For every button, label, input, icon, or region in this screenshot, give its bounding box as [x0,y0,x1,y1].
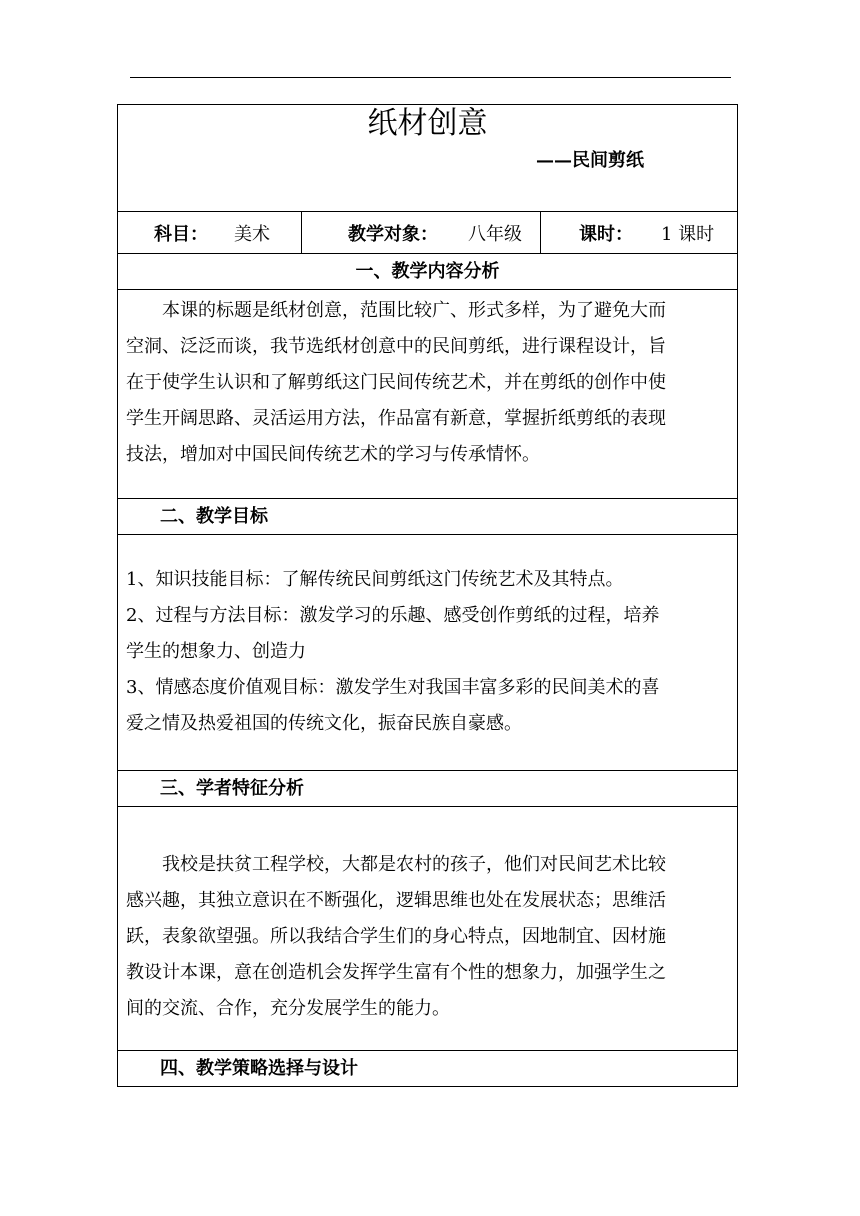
hours-value: 1 课时 [661,223,715,245]
body-line: 感兴趣，其独立意识在不断强化，逻辑思维也处在发展状态；思维活 [126,890,666,911]
subject-cell [118,212,301,253]
section-body-content-analysis [118,289,737,498]
lesson-meta-row [118,211,737,253]
document-title: 纸材创意 [367,106,488,141]
audience-cell [301,212,540,253]
page-header-rule [130,77,731,78]
title-block [118,105,737,211]
goal-line: 2、过程与方法目标：激发学习的乐趣、感受创作剪纸的过程，培养 [126,605,660,626]
body-line: 技法，增加对中国民间传统艺术的学习与传承情怀。 [126,444,540,465]
goal-line: 3、情感态度价值观目标：激发学生对我国丰富多彩的民间美术的喜 [126,677,660,698]
section-heading-teaching-goals: 二、教学目标 [118,498,737,534]
section-body-learner-analysis [118,806,737,1050]
audience-label: 教学对象： [348,223,438,245]
goal-line: 爱之情及热爱祖国的传统文化，振奋民族自豪感。 [126,713,522,734]
goal-line: 1、知识技能目标：了解传统民间剪纸这门传统艺术及其特点。 [126,569,624,590]
body-line: 跃，表象欲望强。所以我结合学生们的身心特点，因地制宜、因材施 [126,926,666,947]
body-line: 本课的标题是纸材创意，范围比较广、形式多样，为了避免大而 [162,300,666,321]
body-line: 间的交流、合作，充分发展学生的能力。 [126,998,450,1019]
subject-value: 美术 [234,223,270,245]
audience-value: 八年级 [468,223,522,245]
section-heading-learner-analysis: 三、学者特征分析 [118,770,737,806]
hours-cell [540,212,737,253]
section-heading-content-analysis: 一、教学内容分析 [118,253,737,289]
goal-line: 学生的想象力、创造力 [126,641,306,662]
body-line: 在于使学生认识和了解剪纸这门民间传统艺术，并在剪纸的创作中使 [126,372,666,393]
body-line: 学生开阔思路、灵活运用方法，作品富有新意，掌握折纸剪纸的表现 [126,408,666,429]
body-line: 教设计本课，意在创造机会发挥学生富有个性的想象力，加强学生之 [126,962,666,983]
document-subtitle: ——民间剪纸 [536,150,644,171]
body-line: 空洞、泛泛而谈，我节选纸材创意中的民间剪纸，进行课程设计，旨 [126,336,666,357]
section-body-teaching-goals [118,534,737,770]
section-heading-strategy-design: 四、教学策略选择与设计 [118,1050,737,1086]
hours-label: 课时： [579,223,633,245]
lesson-plan-table [117,104,738,1087]
body-line: 我校是扶贫工程学校，大都是农村的孩子，他们对民间艺术比较 [162,854,666,875]
subject-label: 科目： [154,223,208,245]
